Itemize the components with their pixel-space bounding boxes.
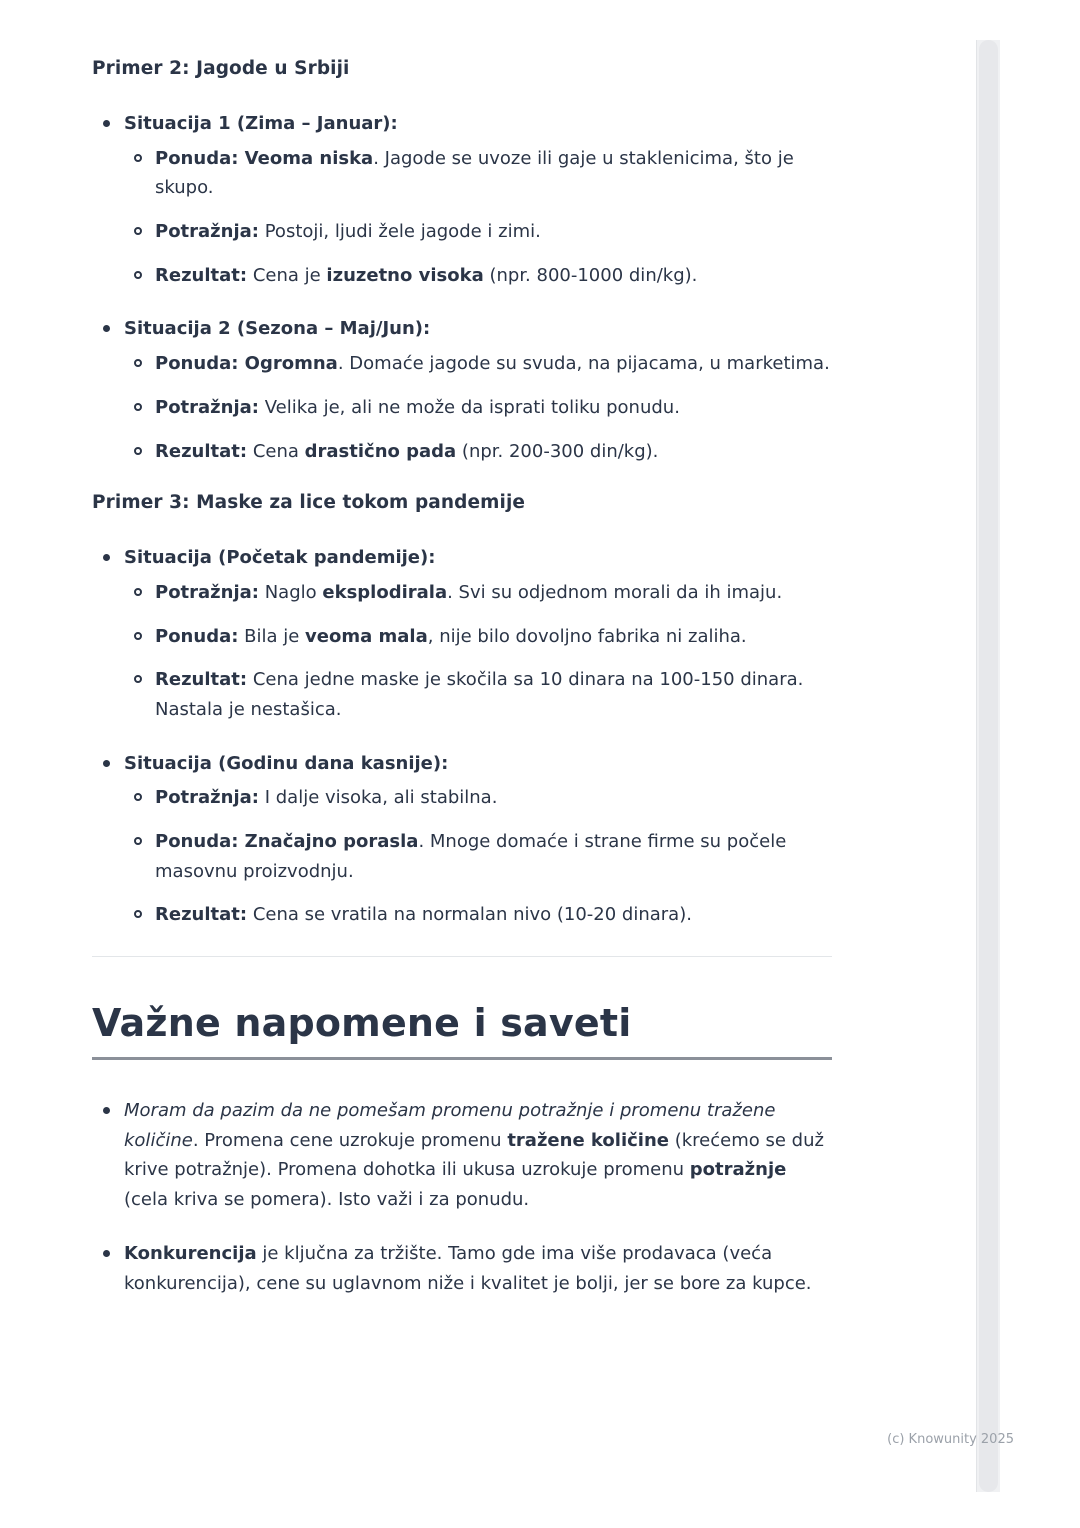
sub-list-item-body <box>155 349 832 379</box>
circle-bullet-icon <box>134 588 142 596</box>
sub-list-item-body <box>155 665 832 724</box>
list-item-text <box>155 900 832 930</box>
sub-bullet-list <box>124 783 832 930</box>
text-segment: Potražnja: <box>155 221 259 243</box>
scrollbar-thumb[interactable] <box>979 40 998 1492</box>
text-segment: . Promena cene uzrokuje promenu <box>192 1129 508 1151</box>
list-item-text <box>155 144 832 203</box>
sub-list-item <box>124 900 832 930</box>
list-item <box>92 1096 832 1215</box>
text-segment: Situacija 2 (Sezona – Maj/Jun): <box>124 318 431 340</box>
text-segment: Naglo <box>259 581 323 603</box>
list-item-text <box>155 827 832 886</box>
text-segment: . Svi su odjednom morali da ih imaju. <box>447 581 783 603</box>
list-item-body <box>124 109 832 290</box>
circle-bullet-icon <box>134 403 142 411</box>
circle-bullet-icon <box>134 675 142 683</box>
text-segment: Ponuda: Veoma niska <box>155 147 374 169</box>
sub-list-item-body <box>155 827 832 886</box>
sub-list-item-body <box>155 393 832 423</box>
text-segment: Situacija 1 (Zima – Januar): <box>124 113 398 134</box>
list-item-text <box>155 665 832 724</box>
text-segment: Situacija (Godinu dana kasnije): <box>124 752 449 774</box>
list-item <box>92 543 832 724</box>
text-segment: Rezultat: <box>155 264 248 286</box>
subsection-heading: Primer 3: Maske za lice tokom pandemije <box>92 492 526 514</box>
sub-list-item-body <box>155 578 832 608</box>
text-segment: Cena je <box>247 264 327 286</box>
list-item-text <box>155 578 832 608</box>
list-item-body <box>124 749 832 930</box>
list-item-text <box>124 314 832 344</box>
text-segment: Potražnja: <box>155 787 259 809</box>
circle-bullet-icon <box>134 154 142 162</box>
document-content <box>92 58 832 1324</box>
list-item-text <box>124 109 832 139</box>
text-segment: Moram da pazim da ne pomešam promenu potražnje i promenu tražene količine <box>124 1100 776 1151</box>
list-item-text <box>155 437 832 467</box>
circle-bullet-icon <box>134 837 142 845</box>
list-item-text <box>124 749 832 779</box>
text-segment: Rezultat: <box>155 440 248 462</box>
list-item-text <box>124 543 832 573</box>
bullet-icon <box>103 1250 110 1257</box>
sub-list-item-body <box>155 437 832 467</box>
text-segment: Konkurencija <box>124 1242 257 1264</box>
list-item-body <box>124 1239 832 1298</box>
sub-bullet-list <box>124 578 832 725</box>
circle-bullet-icon <box>134 793 142 801</box>
list-item-body <box>124 543 832 724</box>
list-item <box>92 109 832 290</box>
text-segment: . Mnoge domaće i strane firme su počele masovnu proizvodnju. <box>155 831 787 882</box>
sub-list-item-body <box>155 900 832 930</box>
sub-list-item <box>124 665 832 724</box>
circle-bullet-icon <box>134 632 142 640</box>
text-segment: (cela kriva se pomera). Isto važi i za ponudu. <box>124 1189 530 1211</box>
sub-list-item <box>124 349 832 379</box>
copyright-watermark: (c) Knowunity 2025 <box>887 1432 1014 1447</box>
text-segment: (npr. 800-1000 din/kg). <box>483 264 698 286</box>
circle-bullet-icon <box>134 359 142 367</box>
circle-bullet-icon <box>134 271 142 279</box>
text-segment: (npr. 200-300 din/kg). <box>456 440 659 462</box>
text-segment: veoma mala <box>305 625 428 647</box>
list-item <box>92 1239 832 1298</box>
text-segment: Potražnja: <box>155 581 259 603</box>
text-segment: Velika je, ali ne može da isprati toliku ponudu. <box>259 396 680 418</box>
text-segment: Ponuda: Ogromna <box>155 353 338 375</box>
sub-list-item-body <box>155 217 832 247</box>
text-segment: Bila je <box>238 625 306 647</box>
list-item-body <box>124 1096 832 1215</box>
list-item-text <box>155 393 832 423</box>
sub-list-item <box>124 622 832 652</box>
sub-list-item <box>124 217 832 247</box>
list-item <box>92 749 832 930</box>
sub-list-item <box>124 783 832 813</box>
circle-bullet-icon <box>134 910 142 918</box>
text-segment: I dalje visoka, ali stabilna. <box>259 787 498 809</box>
text-segment: Cena jedne maske je skočila sa 10 dinara na 100-150 dinara. Nastala je nestašica. <box>155 669 804 720</box>
list-item-text <box>155 622 832 652</box>
text-segment: Cena se vratila na normalan nivo (10-20 dinara). <box>247 904 692 926</box>
sub-list-item-body <box>155 783 832 813</box>
bullet-icon <box>103 325 110 332</box>
text-segment: . Jagode se uvoze ili gaje u staklenicima, što je skupo. <box>155 147 794 199</box>
text-segment: Ponuda: <box>155 625 239 647</box>
scrollbar-track[interactable] <box>976 40 1000 1492</box>
bullet-list <box>92 109 832 466</box>
section-heading: Važne napomene i saveti <box>92 1001 632 1046</box>
sub-bullet-list <box>124 144 832 291</box>
sub-list-item <box>124 578 832 608</box>
text-segment: Situacija (Početak pandemije): <box>124 547 436 569</box>
bullet-list <box>92 543 832 930</box>
sub-list-item <box>124 261 832 291</box>
circle-bullet-icon <box>134 227 142 235</box>
sub-list-item <box>124 144 832 203</box>
bullet-icon <box>103 1107 110 1114</box>
list-item <box>92 314 832 466</box>
sub-list-item-body <box>155 261 832 291</box>
text-segment: Rezultat: <box>155 904 248 926</box>
text-segment: Postoji, ljudi žele jagode i zimi. <box>259 221 541 243</box>
text-segment: izuzetno visoka <box>326 264 484 286</box>
sub-list-item <box>124 393 832 423</box>
sub-list-item <box>124 827 832 886</box>
text-segment: Cena <box>247 440 305 462</box>
text-segment: drastično pada <box>304 440 457 462</box>
text-segment: potražnje <box>689 1159 787 1181</box>
list-item-text <box>155 261 832 291</box>
list-item-text <box>155 783 832 813</box>
list-item-text <box>124 1096 832 1215</box>
text-segment: , nije bilo dovoljno fabrika ni zaliha. <box>427 625 747 647</box>
text-segment: Potražnja: <box>155 396 259 418</box>
sub-list-item <box>124 437 832 467</box>
bullet-icon <box>103 760 110 767</box>
sub-list-item-body <box>155 622 832 652</box>
bullet-icon <box>103 554 110 561</box>
sub-bullet-list <box>124 349 832 466</box>
text-segment: . Domaće jagode su svuda, na pijacama, u marketima. <box>337 353 830 375</box>
text-segment: tražene količine <box>507 1129 669 1151</box>
text-segment: Ponuda: Značajno porasla <box>155 831 419 852</box>
list-item-text <box>155 217 832 247</box>
bullet-list <box>92 1096 832 1298</box>
circle-bullet-icon <box>134 447 142 455</box>
section-divider <box>92 956 832 957</box>
sub-list-item-body <box>155 144 832 203</box>
text-segment: (krećemo se duž krive potražnje). Promena dohotka ili ukusa uzrokuje promenu <box>124 1129 824 1181</box>
text-segment: eksplodirala <box>322 581 448 603</box>
text-segment: je ključna za tržište. Tamo gde ima više prodavaca (veća konkurencija), cene su uglavnom niže i kvalitet je bolji, jer se bore za kupce. <box>124 1242 812 1294</box>
heading-underline <box>92 1057 832 1060</box>
list-item-text <box>124 1239 832 1298</box>
text-segment: Rezultat: <box>155 669 248 691</box>
bullet-icon <box>103 120 110 127</box>
list-item-body <box>124 314 832 466</box>
list-item-text <box>155 349 832 379</box>
subsection-heading: Primer 2: Jagode u Srbiji <box>92 58 350 79</box>
